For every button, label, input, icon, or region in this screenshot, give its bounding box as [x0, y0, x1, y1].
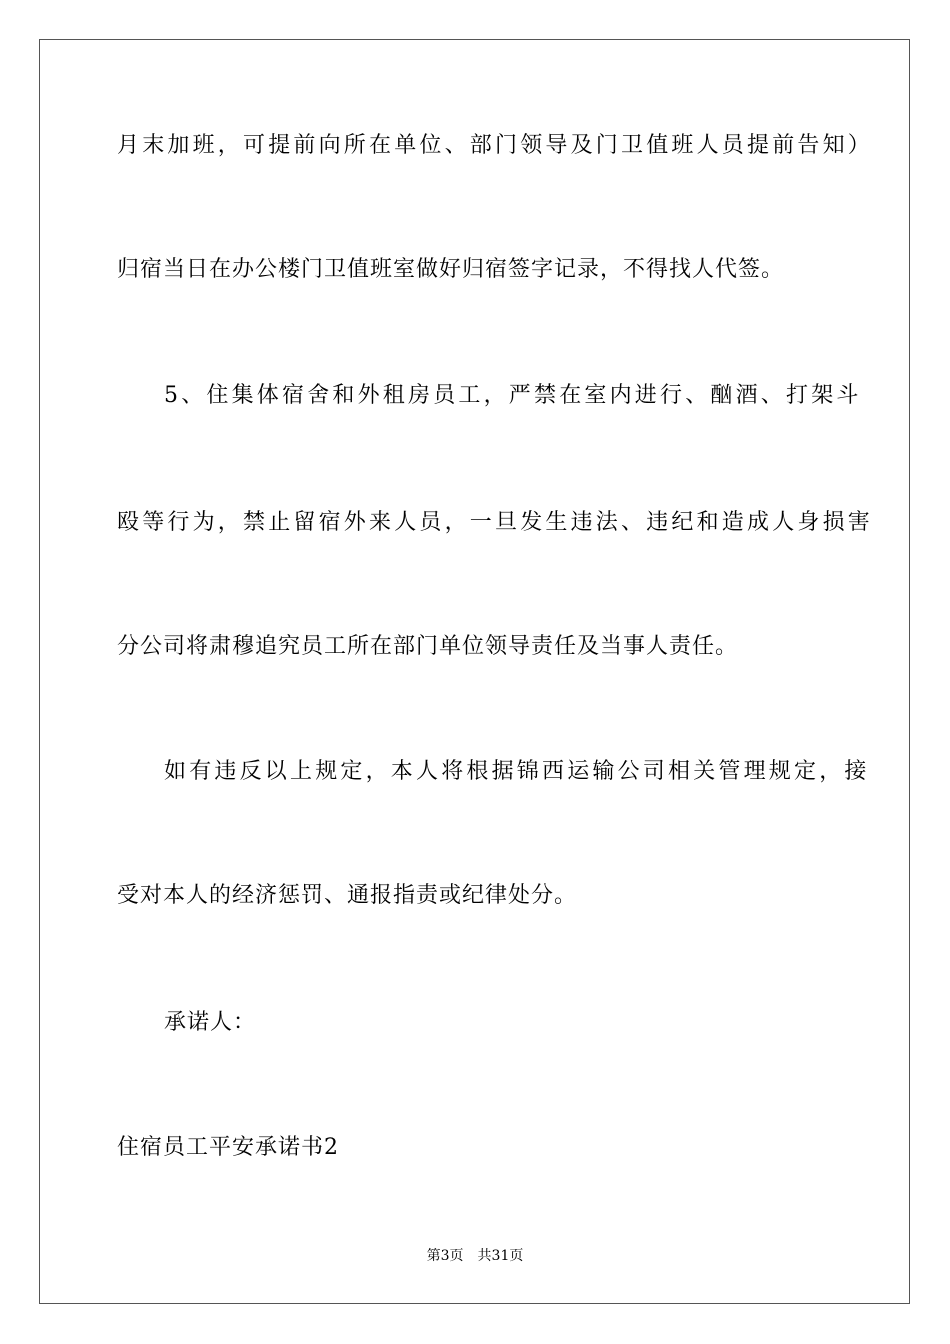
body-line-2: 归宿当日在办公楼门卫值班室做好归宿签字记录，不得找人代签。 [117, 257, 785, 282]
page-number: 第3页 [426, 1248, 464, 1264]
body-line-5: 分公司将肃穆追究员工所在部门单位领导责任及当事人责任。 [117, 634, 739, 659]
body-line-4: 殴等行为，禁止留宿外来人员，一旦发生违法、违纪和造成人身损害 [117, 510, 874, 535]
body-line-1: 月末加班，可提前向所在单位、部门领导及门卫值班人员提前告知） [117, 133, 874, 158]
page-total: 共31页 [477, 1248, 524, 1264]
body-line-3: 5、住集体宿舍和外租房员工，严禁在室内进行、酗酒、打架斗 [164, 383, 862, 408]
body-line-7: 受对本人的经济惩罚、通报指责或纪律处分。 [117, 883, 578, 908]
page-border [39, 39, 910, 1304]
body-line-6: 如有违反以上规定，本人将根据锦西运输公司相关管理规定，接 [164, 759, 870, 784]
section-heading: 住宿员工平安承诺书2 [117, 1135, 339, 1160]
signatory-label: 承诺人： [164, 1010, 257, 1035]
page-footer [0, 1246, 950, 1266]
